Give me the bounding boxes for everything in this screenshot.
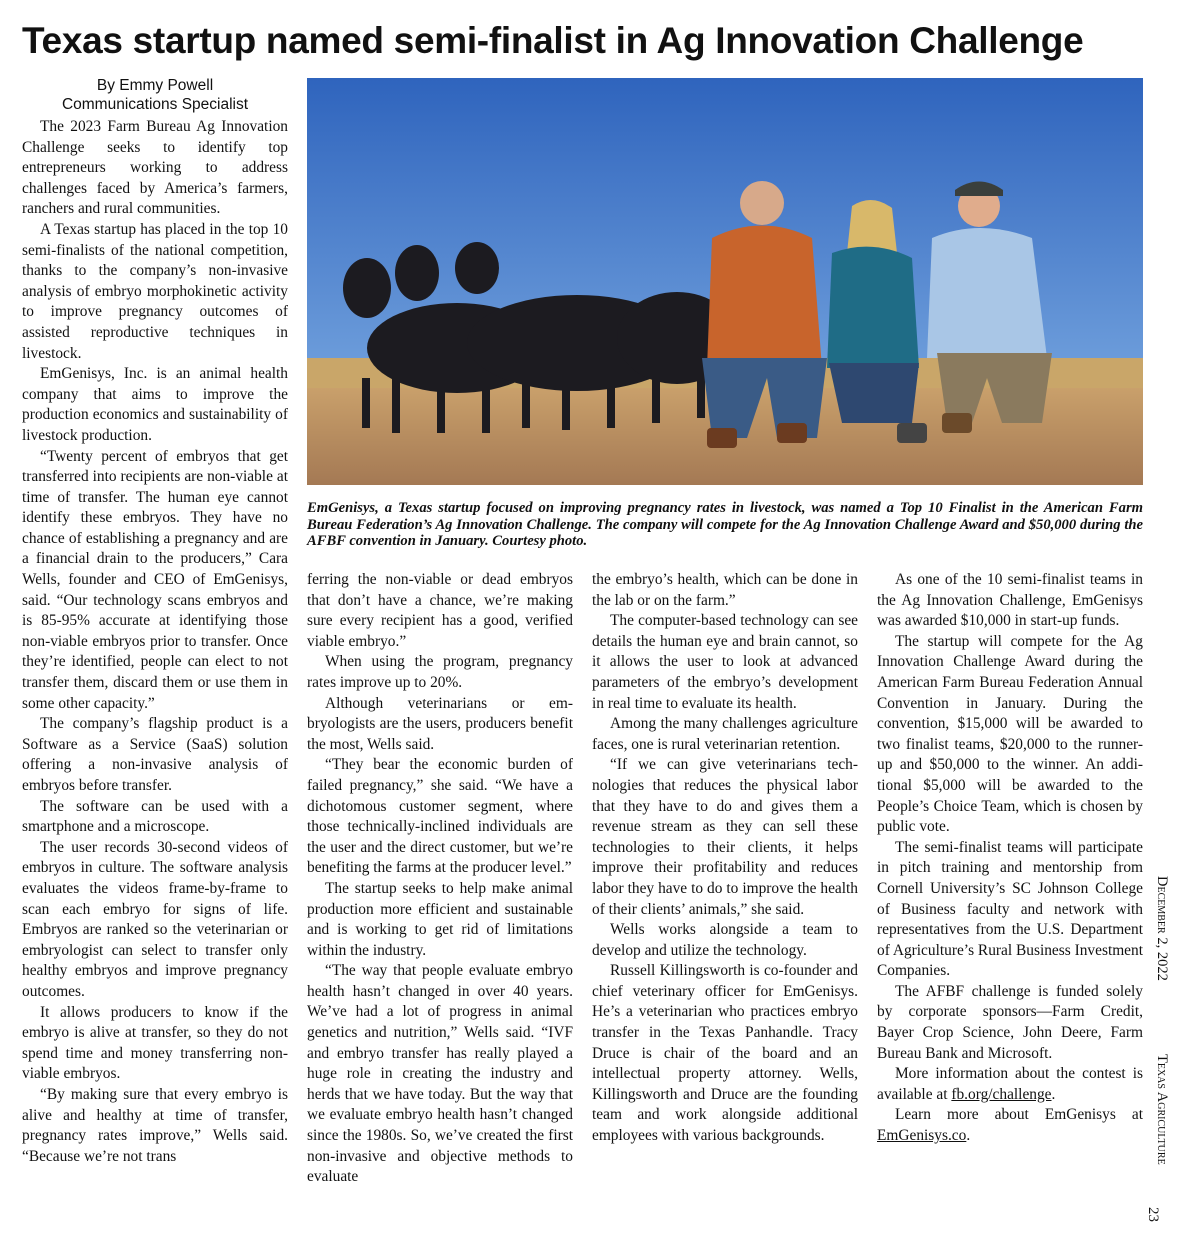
paragraph: Wells works alongside a team to develop and utilize the technology.	[592, 921, 858, 959]
paragraph: EmGenisys, Inc. is an animal health company that aims to improve the production economics and sustainability of livestock production.	[22, 365, 288, 444]
article-column-4	[877, 570, 1143, 1147]
paragraph: The startup will compete for the Ag Innovation Challenge Award during the American Farm Bureau Federation Annual Convention in January. During the convention, $15,000 will be awarded to two finalist teams, $20,000 to the runner-up and $50,000 to the winner. An additional $5,000 will be awarded to the People’s Choice Team, which is chosen by public vote.	[877, 632, 1143, 836]
byline-author: By Emmy Powell	[96, 77, 214, 94]
paragraph: ferring the non-viable or dead embryos that don’t have a chance, we’re making sure every recipient has a good, verified viable embryo.”	[307, 571, 573, 650]
paragraph: The 2023 Farm Bureau Ag Innovation Challenge seeks to identify top entrepreneurs working to address challenges faced by America’s farmers, ranchers and rural communities.	[22, 118, 288, 218]
paragraph: Among the many challenges agriculture faces, one is rural veterinarian retention.	[592, 715, 858, 753]
text: More information about the contest is available at	[877, 1065, 1143, 1103]
paragraph: “They bear the economic burden of failed pregnancy,” she said. “We have a dichotomous customer segment, where those technically-inclined individuals are the user and the direct customer, but we’re benefiting the farms at the producer level.”	[307, 756, 573, 877]
paragraph: The semi-finalist teams will participate in pitch training and mentorship from Cornell University’s SC Johnson College of Business faculty and network with representatives from the U.S. Department of Agriculture’s Rural Business Investment Companies.	[877, 838, 1143, 980]
paragraph: “By making sure that every embryo is alive and healthy at time of transfer, pregnancy rates improve,” Wells said. “Because we’re not trans	[22, 1085, 288, 1165]
photo-caption: EmGenisys, a Texas startup focused on improving pregnancy rates in livestock, was named a Top 10 Finalist in the American Farm Bureau Federation’s Ag Innovation Challenge. The company will compete for the Ag Innovation Challenge Award and $50,000 during the AFBF convention in January. Courtesy photo.	[307, 500, 1143, 549]
paragraph: The software can be used with a smartphone and a microscope.	[22, 797, 288, 836]
footer-date: December 2, 2022	[1154, 876, 1170, 981]
byline-title: Communications Specialist	[61, 96, 249, 113]
page-number: 23	[1145, 1207, 1161, 1222]
byline	[22, 76, 288, 114]
paragraph: As one of the 10 semi-finalist teams in the Ag Innovation Challenge, EmGenisys was awarded $10,000 in start-up funds.	[877, 571, 1143, 630]
paragraph	[877, 1105, 1143, 1146]
paragraph: It allows producers to know if the embryo is alive at transfer, so they do not spend time and money transferring non-viable embryos.	[22, 1003, 288, 1083]
paragraph: The company’s flagship product is a Software as a Service (SaaS) solution offering a non-invasive analysis of embryos before transfer.	[22, 715, 288, 794]
footer-publication: Texas Agriculture	[1154, 1054, 1170, 1165]
photo-illustration	[307, 78, 1143, 485]
article-column-3	[592, 570, 858, 1147]
paragraph: the embryo’s health, which can be done in the lab or on the farm.”	[592, 571, 858, 609]
challenge-link[interactable]: fb.org/challenge	[951, 1085, 1052, 1103]
paragraph: The user records 30-second videos of embryos in culture. The software analysis evaluates the videos frame-by-frame to scan each embryo for signs of life. Embryos are ranked so the veterinarian or embryologist can select to transfer only healthy embryos and improve pregnancy outcomes.	[22, 838, 288, 1000]
article-column-2	[307, 570, 573, 1188]
emgenisys-link[interactable]: EmGenisys.co	[877, 1127, 967, 1145]
paragraph	[877, 1064, 1143, 1105]
paragraph: A Texas startup has placed in the top 10 semi-finalists of the national competition, thanks to the company’s non-invasive analysis of embryo morphokinetic activity to improve pregnancy outcomes of assisted reproductive techniques in livestock.	[22, 220, 288, 362]
paragraph: “Twenty percent of embryos that get transferred into recipients are non-viable at time of transfer. The human eye cannot identify these embryos. They have no chance of establishing a pregnancy and are a financial drain to the producers,” Cara Wells, founder and CEO of EmGenisys, said. “Our technology scans embryos and is 85-95% accurate at identifying those non-viable embryos prior to transfer. Once they’re identified, people can elect to not transfer them, discard them or use them in some other capacity.”	[22, 447, 288, 712]
paragraph: “The way that people evaluate embryo health hasn’t changed in over 40 years. We’ve had a lot of progress in animal genetics and nutrition,” Wells said. “IVF and embryo transfer has really played a huge role in creating the industry and herds that we have today. But the way that we evaluate embryo health hasn’t changed since the 1980s. So, we’ve created the first non-invasive and objective methods to evaluate	[307, 962, 573, 1186]
paragraph: The AFBF challenge is funded solely by corporate sponsors—Farm Credit, Bayer Crop Science, John Deere, Farm Bureau Bank and Microsoft.	[877, 982, 1143, 1062]
article-photo	[307, 78, 1143, 485]
paragraph: When using the program, pregnancy rates improve up to 20%.	[307, 653, 573, 691]
paragraph: The startup seeks to help make animal production more efficient and sustainable and is working to get rid of limitations within the industry.	[307, 879, 573, 959]
headline: Texas startup named semi-finalist in Ag Innovation Challenge	[22, 20, 1084, 61]
text: .	[1051, 1085, 1056, 1103]
text: .	[966, 1127, 971, 1145]
paragraph: The computer-based technology can see details the human eye and brain cannot, so it allows the user to look at advanced parameters of the embryo’s development in real time to evaluate its health.	[592, 612, 858, 712]
paragraph: Although veterinarians or embryologists are the users, producers benefit the most, Wells said.	[307, 694, 573, 753]
text: Learn more about EmGenisys at	[895, 1106, 1143, 1124]
paragraph: “If we can give veterinarians technologies that reduces the physical labor that they have to do and gives them a revenue stream as they can sell these technologies to their clients, it helps improve their profitability and reduces labor they have to do to improve the health of their clients’ animals,” she said.	[592, 756, 858, 918]
paragraph: Russell Killingsworth is co-founder and chief veterinary officer for EmGenisys. He’s a veterinarian who practices embryo transfer in the Texas Panhandle. Tracy Druce is chair of the board and an intellectual property attorney. Wells, Killingsworth and Druce are the founding team and work alongside additional employees with various backgrounds.	[592, 962, 858, 1145]
article-column-1	[22, 117, 288, 1167]
